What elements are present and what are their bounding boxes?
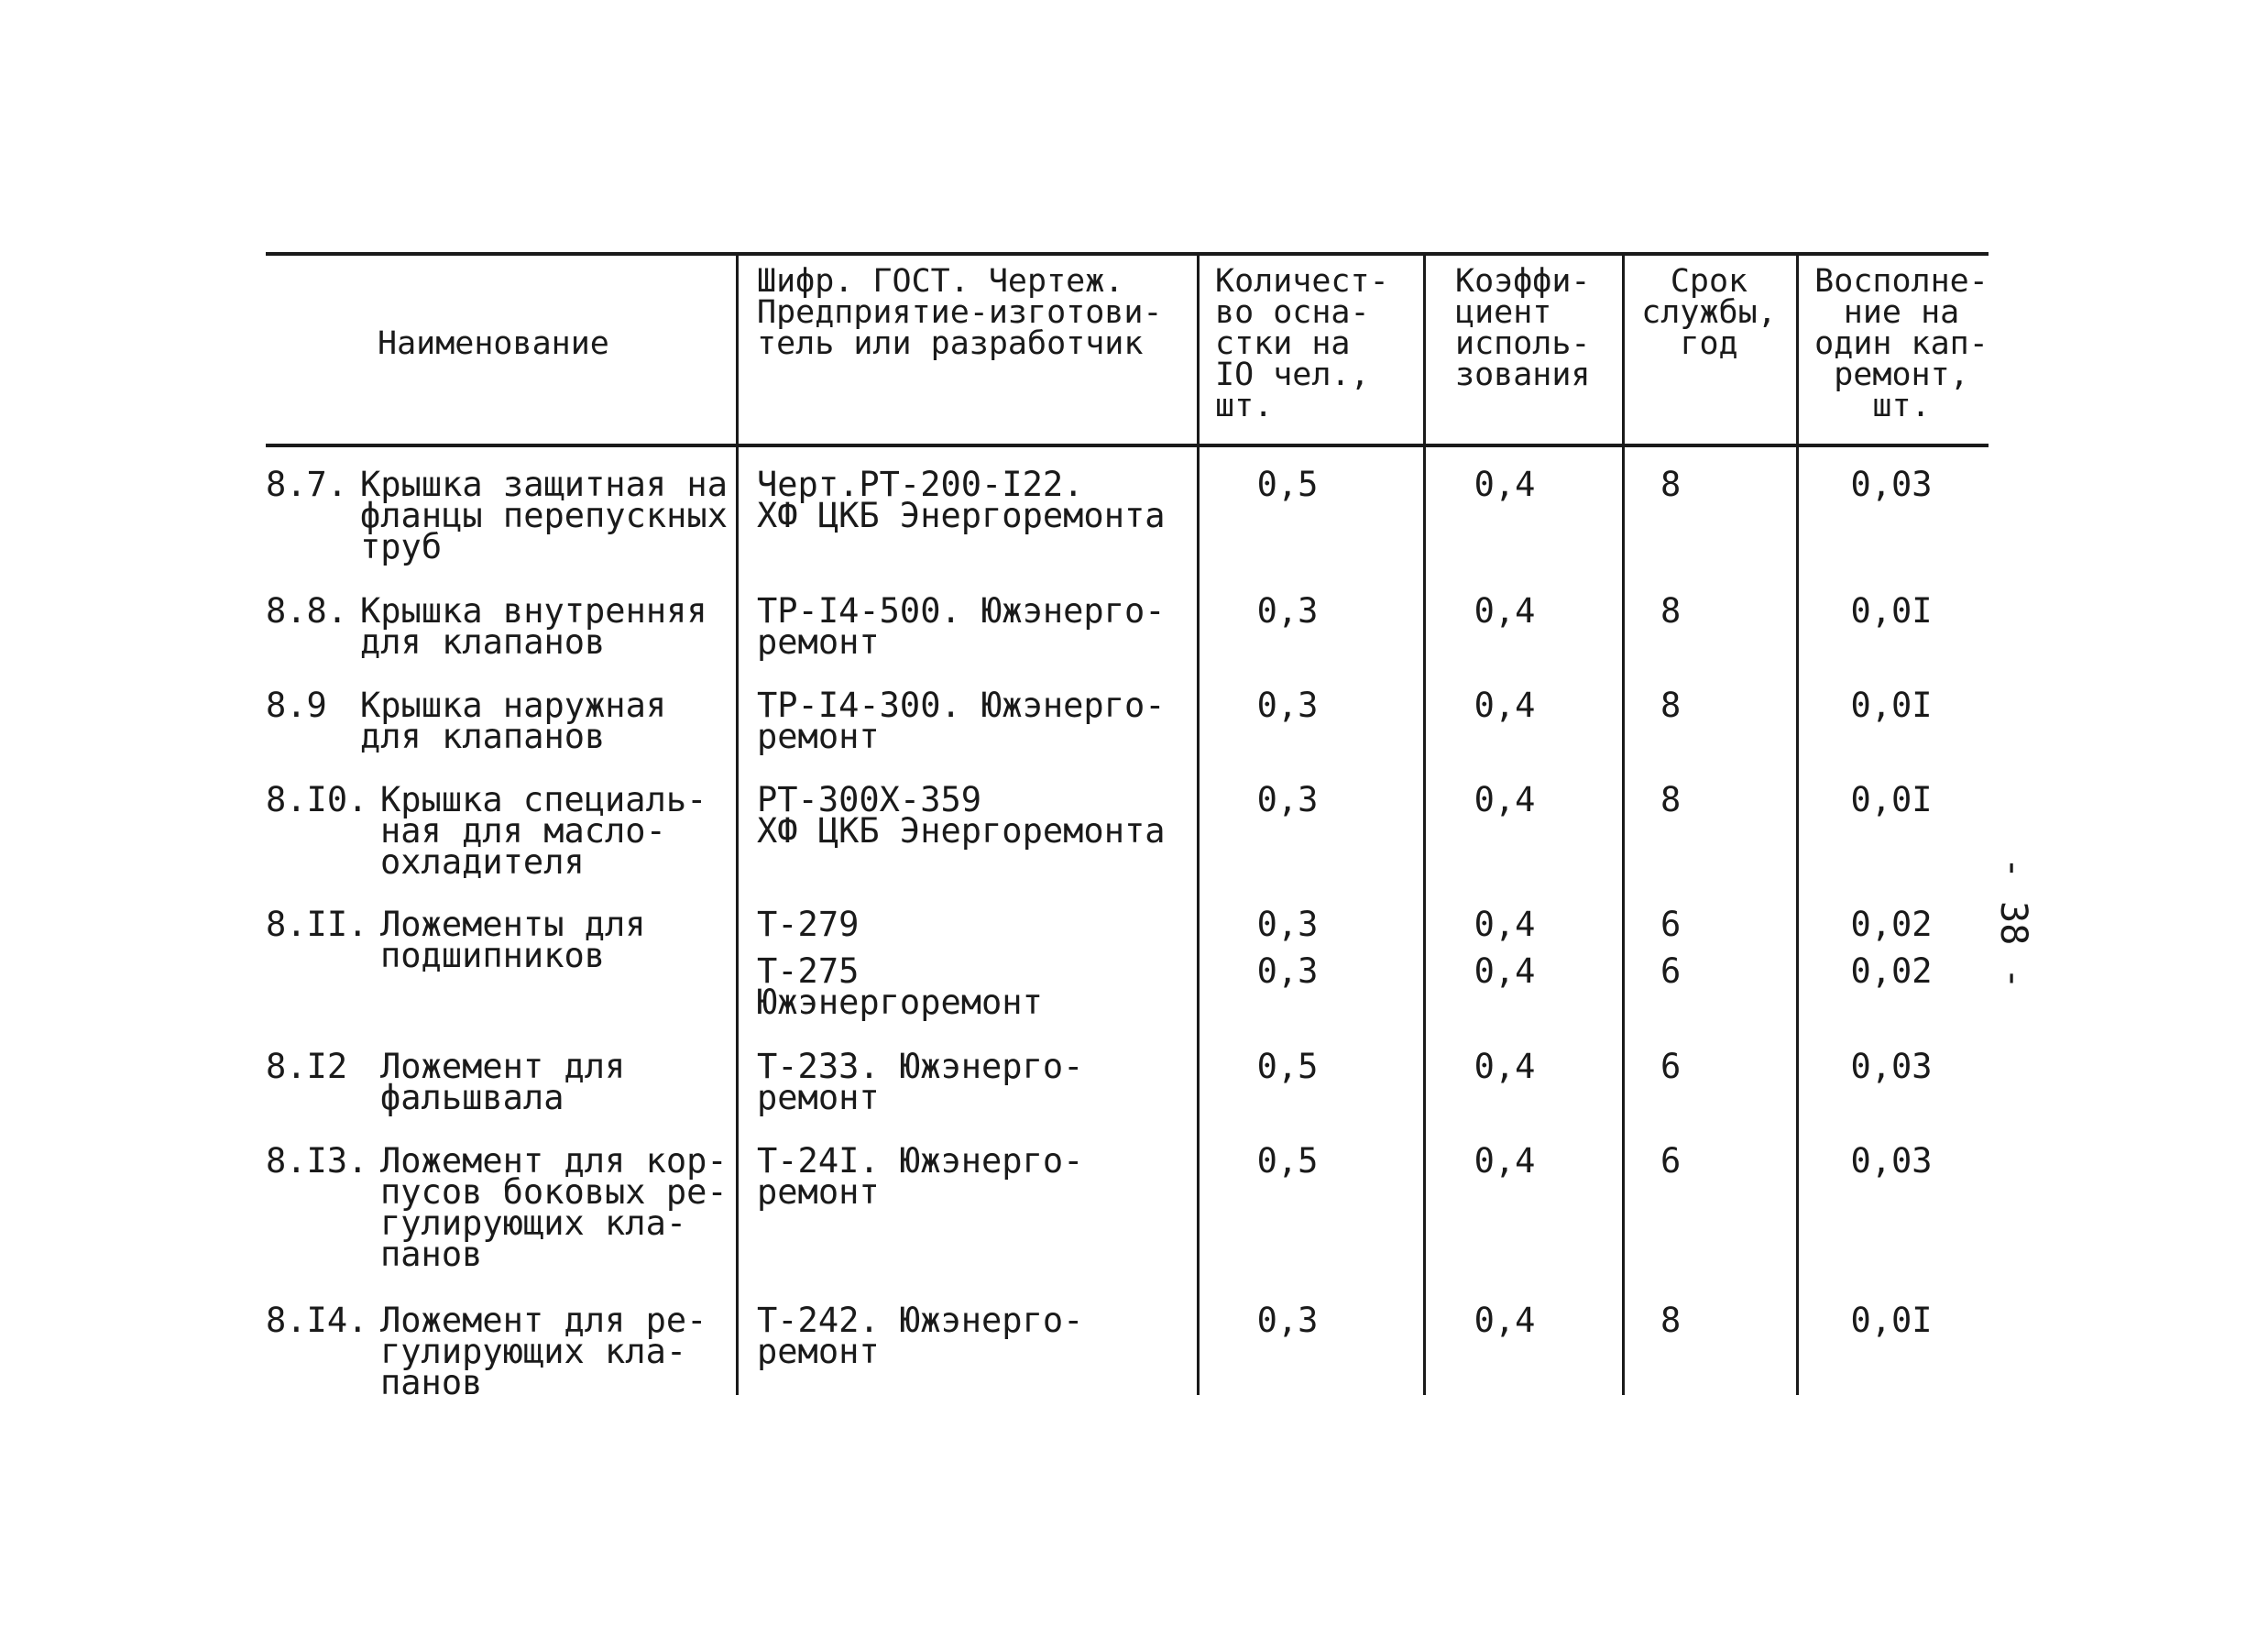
row-number: 8.II. [266, 905, 368, 944]
row-code: Т-24I. Южэнерго- ремонт [757, 1141, 1084, 1212]
row-number: 8.7. [266, 465, 348, 504]
column-divider-5 [1796, 254, 1799, 1395]
row-quantity: 0,3 [1256, 591, 1319, 631]
header-replenish: Восполне- ние на один кап- ремонт, шт. [1814, 263, 1989, 424]
row-service: 8 [1660, 465, 1682, 504]
row-number: 8.8. [266, 591, 348, 631]
row-replenish: 0,0I [1850, 780, 1933, 819]
row-name: Ложемент для фальшвала [380, 1047, 626, 1117]
row-code: РТ-300Х-359 ХФ ЦКБ Энергоремонта [757, 780, 1166, 851]
row-service: 8 [1660, 1301, 1682, 1340]
header-name: Наименование [378, 325, 609, 362]
header-quantity: Количест- во осна- стки на IO чел., шт. [1215, 263, 1389, 424]
row-service: 6 [1660, 1141, 1682, 1181]
row-service: 8 [1660, 686, 1682, 725]
row-quantity: 0,3 [1256, 951, 1319, 991]
row-replenish: 0,0I [1850, 686, 1933, 725]
row-coefficient: 0,4 [1474, 905, 1536, 944]
row-number: 8.9 [266, 686, 327, 725]
row-number: 8.I0. [266, 780, 368, 819]
row-quantity: 0,3 [1256, 905, 1319, 944]
row-replenish: 0,03 [1850, 465, 1933, 504]
row-coefficient: 0,4 [1474, 1301, 1536, 1340]
row-coefficient: 0,4 [1474, 951, 1536, 991]
row-coefficient: 0,4 [1474, 591, 1536, 631]
row-quantity: 0,3 [1256, 1301, 1319, 1340]
row-service: 6 [1660, 951, 1682, 991]
row-quantity: 0,5 [1256, 1047, 1319, 1086]
row-code: Т-279 [757, 905, 860, 944]
row-number: 8.I2 [266, 1047, 348, 1086]
header-service: Срок службы, год [1641, 263, 1777, 362]
row-name: Ложемент для ре- гулирующих кла- панов [380, 1301, 707, 1402]
row-service: 6 [1660, 1047, 1682, 1086]
row-name: Крышка внутренняя для клапанов [360, 591, 707, 662]
column-divider-4 [1622, 254, 1625, 1395]
row-name: Крышка специаль- ная для масло- охладителя [380, 780, 707, 882]
row-replenish: 0,03 [1850, 1047, 1933, 1086]
row-coefficient: 0,4 [1474, 1141, 1536, 1181]
row-quantity: 0,3 [1256, 780, 1319, 819]
row-code: ТР-I4-300. Южэнерго- ремонт [757, 686, 1166, 756]
row-quantity: 0,5 [1256, 1141, 1319, 1181]
row-coefficient: 0,4 [1474, 465, 1536, 504]
row-replenish: 0,02 [1850, 951, 1933, 991]
row-code: Черт.РТ-200-I22. ХФ ЦКБ Энергоремонта [757, 465, 1166, 535]
row-name: Ложементы для подшипников [380, 905, 646, 975]
row-replenish: 0,0I [1850, 1301, 1933, 1340]
row-name: Ложемент для кор- пусов боковых ре- гулирующих кла- панов [380, 1141, 728, 1274]
row-code: ТР-I4-500. Южэнерго- ремонт [757, 591, 1166, 662]
table-top-rule [266, 252, 1989, 256]
header-coefficient: Коэффи- циент исполь- зования [1455, 263, 1591, 393]
row-coefficient: 0,4 [1474, 780, 1536, 819]
column-divider-3 [1423, 254, 1426, 1395]
row-quantity: 0,5 [1256, 465, 1319, 504]
row-name: Крышка наружная для клапанов [360, 686, 667, 756]
row-replenish: 0,03 [1850, 1141, 1933, 1181]
row-coefficient: 0,4 [1474, 1047, 1536, 1086]
row-service: 8 [1660, 591, 1682, 631]
column-divider-2 [1197, 254, 1200, 1395]
header-code: Шифр. ГОСТ. Чертеж. Предприятие-изготови- тель или разработчик [757, 263, 1163, 362]
row-service: 6 [1660, 905, 1682, 944]
row-code: Т-242. Южэнерго- ремонт [757, 1301, 1084, 1371]
row-code: Т-275 Южэнергоремонт [757, 951, 1043, 1022]
row-service: 8 [1660, 780, 1682, 819]
table-header-rule [266, 444, 1989, 447]
page-number: - 38 - [1992, 857, 2034, 990]
row-coefficient: 0,4 [1474, 686, 1536, 725]
row-replenish: 0,02 [1850, 905, 1933, 944]
row-code: Т-233. Южэнерго- ремонт [757, 1047, 1084, 1117]
row-number: 8.I4. [266, 1301, 368, 1340]
column-divider-1 [736, 254, 739, 1395]
row-number: 8.I3. [266, 1141, 368, 1181]
row-replenish: 0,0I [1850, 591, 1933, 631]
row-quantity: 0,3 [1256, 686, 1319, 725]
row-name: Крышка защитная на фланцы перепускных труб [360, 465, 728, 566]
